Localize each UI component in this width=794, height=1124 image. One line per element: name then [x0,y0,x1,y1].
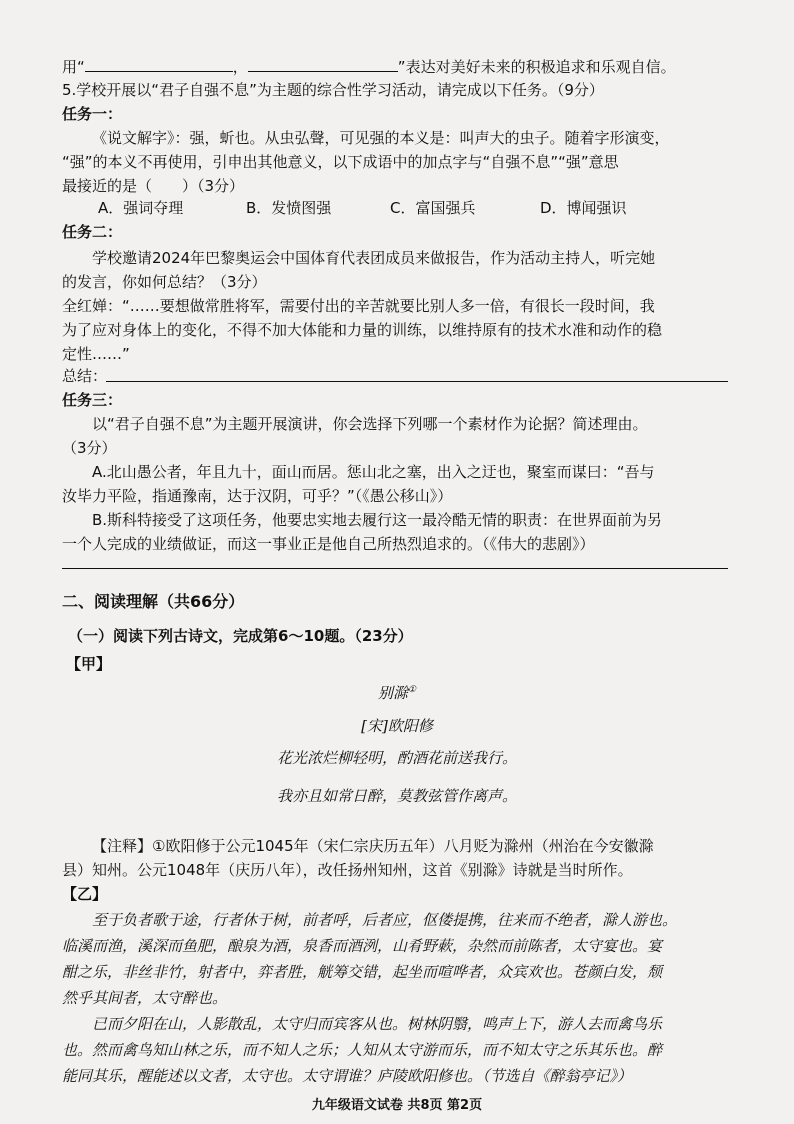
option-c: C．富国强兵 [390,199,476,217]
task3-line1: 以“君子自强不息”为主题开展演讲，你会选择下列哪一个素材作为论据？简述理由。 [92,415,648,433]
option-b: B．发愤图强 [246,199,332,217]
yi-label: 【乙】 [62,885,108,903]
task1-line2: “强”的本义不再使用，引申出其他意义，以下成语中的加点字与“自强不息”“强”意思 [62,153,619,171]
task2-title: 任务二： [62,223,123,241]
poem-title-text: 别滁 [377,684,408,702]
q4-suffix: ”表达对美好未来的积极追求和乐观自信。 [397,58,676,76]
poem-title [0,680,794,703]
poem-line1: 花光浓烂柳轻明，酌酒花前送我行。 [276,749,517,767]
poem-note-mark: ① [407,685,417,695]
task1-line1: 《说文解字》：强，蚚也。从虫弘聲，可见强的本义是：叫声大的虫子。随着字形演变， [92,129,670,147]
poem-author: [宋]欧阳修 [361,717,433,735]
poem-line2: 我亦且如常日醉，莫教弦管作离声。 [276,787,517,805]
task3-answer-line[interactable] [62,568,728,569]
task2-line2: 的发言，你如何总结？（3分） [62,273,267,291]
jia-label: 【甲】 [66,655,112,673]
q4-prefix: 用“ [62,58,85,76]
q4-sep: ， [232,58,248,76]
task3-line2: （3分） [62,439,117,457]
page-footer: 九年级语文试卷 共8页 第2页 [311,1098,483,1113]
material-a-line1: A.北山愚公者，年且九十，面山而居。惩山北之塞，出入之迂也，聚室而谋曰：“吾与 [92,463,655,481]
material-b-line2: 一个人完成的业绩做证，而这一事业正是他自己所热烈追求的。（《伟大的悲剧》） [62,535,595,553]
task1-line3: 最接近的是（ ）（3分） [62,177,245,195]
q5-intro: 5.学校开展以“君子自强不息”为主题的综合性学习活动，请完成以下任务。（9分） [62,81,604,99]
answer-blank-2[interactable] [248,57,398,72]
prose-line: 临溪而渔，溪深而鱼肥，酿泉为酒，泉香而酒洌，山肴野蔌，杂然而前陈者，太守宴也。宴 [62,937,663,955]
prose-line: 也。然而禽鸟知山林之乐，而不知人之乐；人知从太守游而乐，而不知太守之乐其乐也。醉 [62,1041,663,1059]
prose-line: 然乎其间者，太守醉也。 [62,989,228,1007]
prose-line: 能同其乐，醒能述以文者，太守也。太守谓谁？庐陵欧阳修也。（节选自《醉翁亭记》） [62,1067,633,1085]
option-d: D．博闻强识 [540,199,627,217]
prose-line: 至于负者歌于途，行者休于树，前者呼，后者应，伛偻提携，往来而不绝者，滁人游也。 [92,911,678,929]
answer-blank-1[interactable] [85,57,233,72]
option-a: A．强词夺理 [98,199,184,217]
prose-line: 酣之乐，非丝非竹，射者中，弈者胜，觥筹交错，起坐而喧哗者，众宾欢也。苍颜白发，颓 [62,963,663,981]
task1-title: 任务一： [62,105,123,123]
prose-line: 已而夕阳在山，人影散乱，太守归而宾客从也。树林阴翳，鸣声上下，游人去而禽鸟乐 [92,1015,663,1033]
task2-line1: 学校邀请2024年巴黎奥运会中国体育代表团成员来做报告，作为活动主持人，听完她 [92,249,656,267]
section2-sub1: （一）阅读下列古诗文，完成第6～10题。（23分） [68,627,413,645]
note-line2: 县）知州。公元1048年（庆历八年），改任扬州知州，这首《别滁》诗就是当时所作。 [62,861,633,879]
material-b-line1: B.斯科特接受了这项任务，他要忠实地去履行这一最冷酷无情的职责：在世界面前为另 [92,511,663,529]
summary-answer-line[interactable] [106,381,728,382]
task2-quote3: 定性……” [62,345,130,363]
section2-title: 二、阅读理解（共66分） [62,592,245,611]
task2-quote1: 全红婵：“……要想做常胜将军，需要付出的辛苦就要比别人多一倍，有很长一段时间，我 [62,297,655,315]
task2-quote2: 为了应对身体上的变化，不得不加大体能和力量的训练，以维持原有的技术水准和动作的稳 [62,321,663,339]
note-line1: 【注释】①欧阳修于公元1045年（宋仁宗庆历五年）八月贬为滁州（州治在今安徽滁 [92,837,654,855]
summary-label: 总结： [62,367,108,385]
material-a-line2: 汝毕力平险，指通豫南，达于汉阴，可乎？”（《愚公移山》） [62,487,453,505]
task3-title: 任务三： [62,391,123,409]
q4-tail-line [62,57,676,77]
